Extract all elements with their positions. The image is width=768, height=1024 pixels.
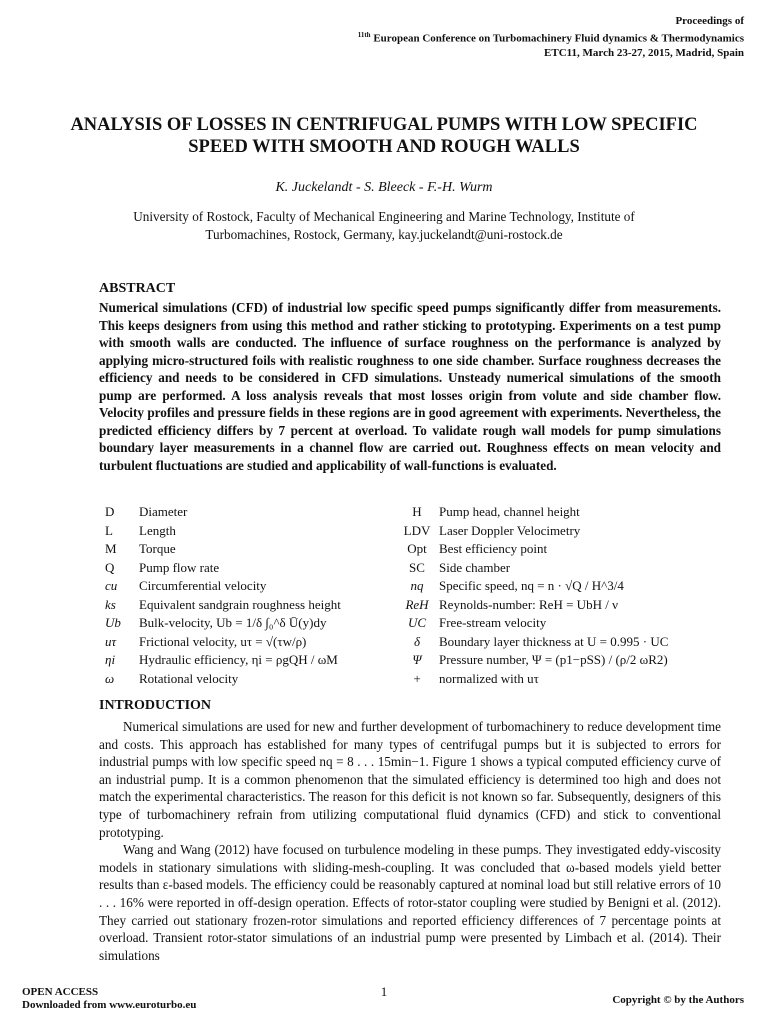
- introduction-body: [99, 718, 721, 964]
- nomenclature-description: Diameter: [139, 504, 188, 520]
- nomenclature-description: Pump head, channel height: [439, 504, 580, 520]
- nomenclature-symbol: Opt: [407, 541, 427, 557]
- copyright: Copyright © by the Authors: [612, 994, 744, 1006]
- nomenclature-symbol: L: [105, 522, 113, 538]
- proceedings-line3: ETC11, March 23-27, 2015, Madrid, Spain: [544, 46, 744, 59]
- nomenclature-row: [99, 596, 721, 615]
- nomenclature-description: Pressure number, Ψ = (p1−pSS) / (ρ/2 ωR2): [439, 652, 668, 668]
- nomenclature-description: Rotational velocity: [139, 670, 239, 686]
- nomenclature-description: Reynolds-number: ReH = UbH / ν: [439, 596, 618, 612]
- nomenclature-description: Free-stream velocity: [439, 615, 547, 631]
- nomenclature-symbol: Ψ: [412, 652, 422, 668]
- nomenclature-symbol: LDV: [403, 522, 431, 538]
- proceedings-header: [358, 14, 744, 60]
- nomenclature-row: [99, 633, 721, 652]
- nomenclature-symbol: H: [412, 504, 422, 520]
- nomenclature-row: [99, 559, 721, 578]
- nomenclature-description: Boundary layer thickness at U = 0.995 · UC: [439, 633, 669, 649]
- nomenclature-symbol: D: [105, 504, 115, 520]
- proceedings-line2: $^{11th}$ European Conference on Turbomachinery Fluid dynamics & Thermodynamics: [357, 31, 744, 45]
- nomenclature-row: [99, 651, 721, 670]
- abstract-text: Numerical simulations (CFD) of industrial low specific speed pumps significantly differ from measurements. This keeps designers from using this method and rather sticking to prototyping. Experiments on a test pump with smooth walls are conducted. The influence of surface roughness on the performance is analyzed by applying micro-structured foils with realistic roughness to one side chamber. Surface roughness decreases the efficiency and needs to be considered in CFD simulations. Unsteady numerical simulations of the smooth pump are performed. A loss analysis reveals that most losses origin from volute and side chamber flow. Velocity profiles and pressure fields in these regions are in good agreement with experiments. Nevertheless, the predicted efficiency differs by 7 percent at overload. To validate rough wall models for pump simulations boundary layer measurements in a channel flow are carried out. Roughness effects on mean velocity and turbulent fluctuations are studied and applicability of wall-functions is evaluated.: [99, 300, 721, 473]
- nomenclature-row: [99, 670, 721, 689]
- nomenclature-row: [99, 522, 721, 541]
- nomenclature-symbol: ηi: [105, 652, 116, 668]
- abstract-heading: ABSTRACT: [99, 281, 176, 296]
- nomenclature-row: [99, 503, 721, 522]
- nomenclature-row: [99, 577, 721, 596]
- nomenclature-row: [99, 614, 721, 633]
- nomenclature-symbol: Q: [105, 559, 115, 575]
- nomenclature-table: [99, 503, 721, 688]
- paper-title: ANALYSIS OF LOSSES IN CENTRIFUGAL PUMPS WITH LOW SPECIFIC SPEED WITH SMOOTH AND ROUGH WALLS: [70, 115, 698, 157]
- introduction-heading: INTRODUCTION: [99, 698, 212, 713]
- nomenclature-description: Circumferential velocity: [139, 578, 267, 594]
- page-number: 1: [380, 984, 388, 999]
- nomenclature-description: normalized with uτ: [439, 670, 539, 686]
- nomenclature-description: Bulk-velocity, Ub = 1/δ ∫₀^δ Ū(y)dy: [139, 615, 327, 631]
- nomenclature-symbol: uτ: [105, 633, 117, 649]
- nomenclature-symbol: cu: [105, 578, 118, 594]
- nomenclature-description: Frictional velocity, uτ = √(τw/ρ): [139, 633, 307, 649]
- nomenclature-description: Hydraulic efficiency, ηi = ρgQH / ωM: [139, 652, 338, 668]
- nomenclature-symbol: ReH: [405, 596, 429, 612]
- nomenclature-symbol: SC: [409, 559, 425, 575]
- authors: K. Juckelandt - S. Bleeck - F.-H. Wurm: [275, 180, 493, 195]
- nomenclature-symbol: ω: [105, 670, 115, 686]
- nomenclature-symbol: +: [412, 670, 422, 686]
- nomenclature-symbol: UC: [407, 615, 427, 631]
- intro-paragraph-1: Numerical simulations are used for new and further development of turbomachinery to reduce development time and costs. This approach has established for many types of centrifugal pumps but it is subjected to errors for industrial pumps with low specific speed nq = 8 . . . 15min−1. Figure 1 shows a typical computed efficiency curve of an industrial pump. It is a common phenomenon that the simulated efficiency is determined too high and does not match the experimental characteristics. The reason for this deficit is not known so far. Subsequently, designers of this type of turbomachinery refrain from utilizing computational fluid dynamics (CFD) and stick to conventional prototyping.: [99, 719, 721, 840]
- nomenclature-description: Laser Doppler Velocimetry: [439, 522, 581, 538]
- open-access-label: OPEN ACCESS: [22, 986, 99, 998]
- nomenclature-description: Specific speed, nq = n · √Q / H^3/4: [439, 578, 624, 594]
- affiliation: University of Rostock, Faculty of Mechanical Engineering and Marine Technology, Institute of Turbomachines, Rostock, Germany, kay.juckelandt@uni-rostock.de: [133, 209, 635, 242]
- nomenclature-symbol: M: [105, 541, 117, 557]
- download-link[interactable]: Downloaded from www.euroturbo.eu: [22, 999, 197, 1011]
- nomenclature-symbol: δ: [413, 633, 421, 649]
- nomenclature-description: Torque: [139, 541, 176, 557]
- nomenclature-row: [99, 540, 721, 559]
- nomenclature-symbol: Ub: [105, 615, 121, 631]
- proceedings-line1: Proceedings of: [675, 15, 744, 27]
- nomenclature-description: Best efficiency point: [439, 541, 548, 557]
- nomenclature-symbol: nq: [410, 578, 424, 594]
- nomenclature-description: Equivalent sandgrain roughness height: [139, 596, 341, 612]
- nomenclature-description: Length: [139, 522, 176, 538]
- nomenclature-description: Pump flow rate: [139, 559, 220, 575]
- nomenclature-description: Side chamber: [439, 559, 511, 575]
- nomenclature-symbol: ks: [105, 596, 116, 612]
- intro-paragraph-2: Wang and Wang (2012) have focused on turbulence modeling in these pumps. They investigated eddy-viscosity models in stationary simulations with sliding-mesh-coupling. It was concluded that ω-based models yield better results than ε-based models. The efficiency could be reasonably captured at nominal load but still relative errors of 10 . . . 16% were reported in off-design operation. Effects of rotor-stator coupling were studied by Benigni et al. (2012). They carried out stationary frozen-rotor simulations and reported efficiency differences of 7 percentage points at overload. Transient rotor-stator simulations of an industrial pump were presented by Limbach et al. (2014). Their simulations: [99, 842, 721, 963]
